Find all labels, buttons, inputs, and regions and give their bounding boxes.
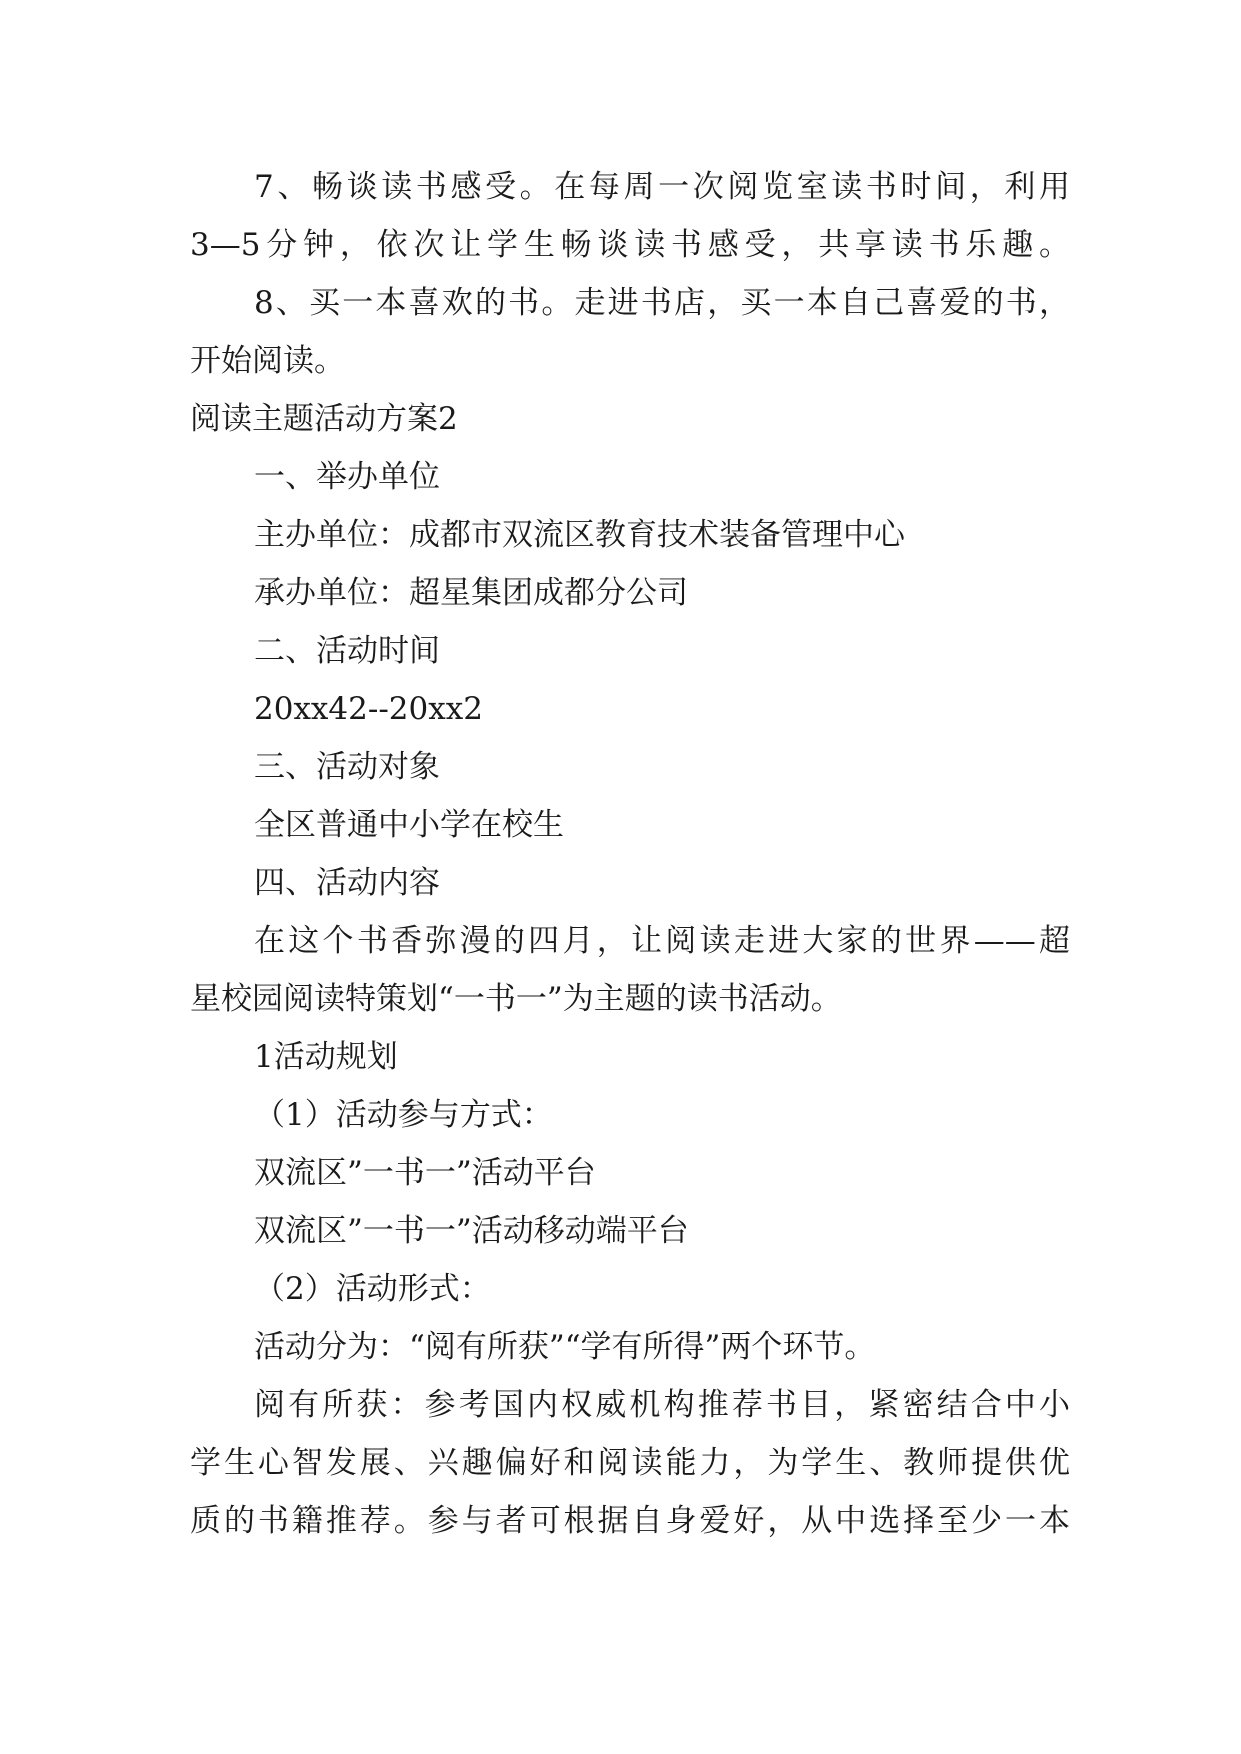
section-heading: 三、活动对象 [254,749,440,785]
paragraph-line: 主办单位：成都市双流区教育技术装备管理中心 [254,517,905,553]
paragraph-line: 阅有所获：参考国内权威机构推荐书目，紧密结合中小 [254,1387,1070,1423]
section-title: 阅读主题活动方案2 [190,401,458,437]
paragraph-line: 星校园阅读特策划“一书一”为主题的读书活动。 [190,981,842,1017]
section-heading: 一、举办单位 [254,459,440,495]
paragraph-line: 3—5分钟，依次让学生畅谈读书感受，共享读书乐趣。 [190,227,1070,263]
subsection-heading: （2）活动形式： [254,1271,491,1307]
paragraph-line: 活动分为：“阅有所获”“学有所得”两个环节。 [254,1329,876,1365]
paragraph-line: 开始阅读。 [190,343,345,379]
paragraph-line: 质的书籍推荐。参与者可根据自身爱好，从中选择至少一本 [190,1503,1070,1539]
paragraph-line: 双流区”一书一”活动平台 [254,1155,596,1191]
paragraph-line: 双流区”一书一”活动移动端平台 [254,1213,689,1249]
subsection-heading: 1活动规划 [254,1039,398,1075]
paragraph-line: 20xx42--20xx2 [254,691,483,727]
paragraph-line: 8、买一本喜欢的书。走进书店，买一本自己喜爱的书， [254,285,1070,321]
document-body [190,158,1070,1550]
subsection-heading: （1）活动参与方式： [254,1097,553,1133]
section-heading: 四、活动内容 [254,865,440,901]
paragraph-line: 在这个书香弥漫的四月，让阅读走进大家的世界——超 [254,923,1070,959]
section-heading: 二、活动时间 [254,633,440,669]
paragraph-line: 学生心智发展、兴趣偏好和阅读能力，为学生、教师提供优 [190,1445,1070,1481]
paragraph-line: 全区普通中小学在校生 [254,807,564,843]
paragraph-line: 承办单位：超星集团成都分公司 [254,575,688,611]
paragraph-line: 7、畅谈读书感受。在每周一次阅览室读书时间，利用 [254,169,1070,205]
